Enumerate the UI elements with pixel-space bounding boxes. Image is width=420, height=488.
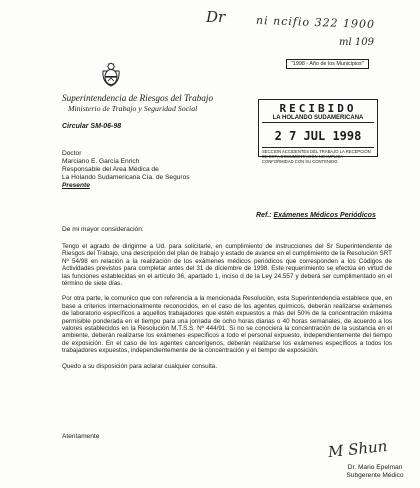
signer-title: Subgerente Médico xyxy=(346,472,404,479)
signature-scribble: M Shun xyxy=(327,436,389,462)
handwritten-number: ml 109 xyxy=(339,37,374,48)
recipient-name: Marciano E. García Enrich xyxy=(62,158,140,165)
agency-name: Superintendencia de Riesgos del Trabajo xyxy=(62,93,214,103)
recipient-block xyxy=(62,150,190,190)
presente-label: Presente xyxy=(62,182,90,189)
reference-prefix: Ref.: xyxy=(256,212,272,219)
coat-of-arms-logo xyxy=(100,62,122,88)
recipient-title: Doctor xyxy=(62,150,82,157)
signer-name: Dr. Mario Epelman xyxy=(347,464,403,471)
handwritten-initials: Dr xyxy=(206,8,226,26)
stamp-company: LA HOLANDO SUDAMERICANA xyxy=(262,115,374,123)
signature-block xyxy=(340,464,410,480)
salutation: De mi mayor consideración: xyxy=(62,226,144,233)
reference-subject: Exámenes Médicos Periódicos xyxy=(273,212,376,219)
stamp-date: 2 7 JUL 1998 xyxy=(274,129,362,143)
letter-body xyxy=(62,243,392,370)
paragraph-availability: Quedo a su disposición para aclarar cualquier consulta. xyxy=(62,362,218,370)
closing: Atentamente xyxy=(62,433,100,440)
received-stamp xyxy=(258,99,378,164)
paragraph-request: Tengo el agrado de dirigirme a Ud. para solicitarle, en cumplimiento de instrucciones del Sr Superintendente de Riesgos del Trabajo, una descripción del plan de trabajo y estado de avance en el cumplimiento de la Resolución SRT Nº 54/98 en relación a la realización de los exámenes médicos periódicos que corresponden a los Códigos de Actividades previstos para completar antes del 31 de diciembre de 1998. Este requerimiento se efectúa en virtud de las funciones establecidas en el artículo 36, apartado 1, inciso d de la Ley 24.557 y deberá ser cumplimentado en el término de siete días. xyxy=(62,243,392,288)
recipient-role: Responsable del Area Médica de xyxy=(62,166,159,173)
paragraph-instructions: Por otra parte, le comunico que con referencia a la mencionada Resolución, esta Superintendencia establece que, en base a criterios internacionalmente reconocidos, en el caso de los agentes químicos, deberán realizarse exámenes de laboratorio específicos a aquellos trabajadores que estén expuestos a más del 50% de la concentración máxima permisible ponderada en el tiempo para una jornada de ocho horas diarias o 40 horas semanales, de acuerdo a los valores establecidos en la Resolución M.T.S.S. Nº 444/91. Si no se conociera la concentración de la sustancia en el ambiente, deberán realizarse los exámenes específicos a todo el personal expuesto, independientemente del tiempo de exposición. En el caso de los agentes cancerígenos, deberán realizarse los exámenes específicos a todos los trabajadores expuestos, independientemente de la concentración y el tiempo de exposición. xyxy=(62,295,392,355)
circular-number: Circular SM-06-98 xyxy=(62,123,122,130)
reference-line xyxy=(256,212,376,219)
stamp-footer: SECCION ACCIDENTES DEL TRABAJO LA RECEPCIÓN DE ESTA DOCUMENTACIÓN NO IMPLICA CONFORMIDAD CON SU CONTENIDO. xyxy=(262,147,374,164)
year-motto-box: "1998 - Año de los Municipios" xyxy=(286,59,369,69)
recipient-company: La Holando Sudamericana Cía. de Seguros xyxy=(62,174,190,181)
ministry-name: Ministerio de Trabajo y Seguridad Social xyxy=(68,104,198,113)
handwritten-reference: ni ncifio 322 1900 xyxy=(255,13,376,32)
stamp-title: RECIBIDO xyxy=(279,102,357,115)
